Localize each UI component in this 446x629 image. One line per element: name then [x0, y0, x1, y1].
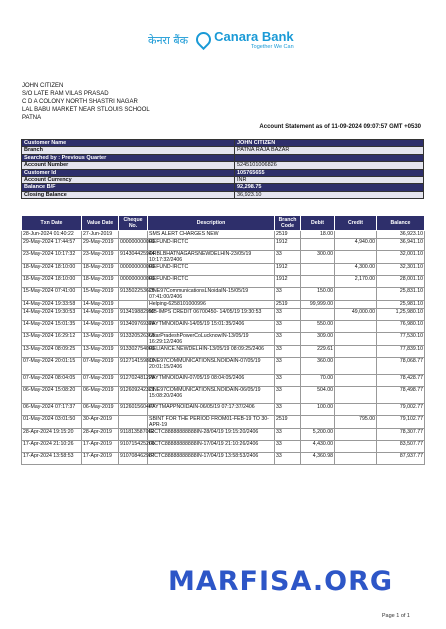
cell-description: PAYTMNOIDAIN-14/05/19 15:01:35/2406 [148, 321, 275, 333]
cell-branch-code: 2519 [275, 231, 301, 239]
cell-txn-date: 14-May-2024 15:01:35 [22, 321, 82, 333]
watermark-text: MARFISA.ORG [168, 566, 394, 597]
logo-bank-name: Canara Bank [214, 29, 294, 44]
canara-logo-icon [194, 32, 210, 48]
account-info-table [21, 139, 424, 199]
info-label: Branch [22, 147, 235, 154]
cell-balance: 87,937.77 [377, 453, 425, 465]
cell-credit [335, 453, 377, 465]
cell-txn-date: 23-May-2024 10:17:32 [22, 251, 82, 264]
table-row [22, 321, 425, 333]
table-row [22, 309, 425, 321]
cell-value-date: 15-May-2019 [82, 288, 119, 301]
cell-txn-date: 13-May-2024 16:29:12 [22, 333, 82, 346]
cell-txn-date: 17-Apr-2024 21:10:26 [22, 441, 82, 453]
info-value: PATNA RAJA BAZAR [235, 147, 424, 154]
cell-description: RELIANCE.NEWDELHIN-13/05/19 08:09:25/2406 [148, 346, 275, 358]
cell-description: SBINT FOR THE PERIOD FROM01-FEB-19 TO 30-APR-19 [148, 416, 275, 429]
cell-txn-date: 06-May-2024 15:08:20 [22, 387, 82, 404]
cell-description: UttarPradeshPowerCoLucknowIN-13/05/19 16:29:12/2406 [148, 333, 275, 346]
cell-txn-date: 13-May-2024 08:09:25 [22, 346, 82, 358]
cell-cheque-no: 912609242321 [119, 387, 148, 404]
cell-value-date: 29-May-2019 [82, 239, 119, 251]
col-credit: Credit [335, 216, 377, 231]
info-value: JOHN CITIZEN [235, 140, 424, 147]
cell-value-date: 23-May-2019 [82, 251, 119, 264]
cell-balance: 78,428.77 [377, 375, 425, 387]
cell-cheque-no: 912702481228 [119, 375, 148, 387]
logo-name-block [214, 30, 293, 51]
cell-value-date: 06-May-2019 [82, 404, 119, 416]
cell-description: ONE97CommunicationsLNoidaIN-15/05/19 07:41:00/2406 [148, 288, 275, 301]
cell-branch-code: 33 [275, 441, 301, 453]
table-row [22, 375, 425, 387]
info-row [22, 162, 424, 169]
col-cheque-no: Cheque No. [119, 216, 148, 231]
table-row [22, 333, 425, 346]
cell-credit [335, 288, 377, 301]
info-label: Closing Balance [22, 191, 235, 198]
cell-branch-code: 33 [275, 375, 301, 387]
cell-balance: 32,301.10 [377, 264, 425, 276]
cell-balance: 25,831.10 [377, 288, 425, 301]
cell-description: PAYTMNOIDAIN-07/05/19 08:04:05/2406 [148, 375, 275, 387]
table-row [22, 404, 425, 416]
transactions-body [22, 231, 425, 465]
cell-description: IRCTC88888888888IN-17/04/19 13:58:53/2406 [148, 453, 275, 465]
cell-balance: 78,498.77 [377, 387, 425, 404]
cell-cheque-no: 912601560467 [119, 404, 148, 416]
cell-value-date: 06-May-2019 [82, 387, 119, 404]
cell-branch-code: 33 [275, 288, 301, 301]
cell-txn-date: 07-May-2024 20:01:15 [22, 358, 82, 375]
table-row [22, 416, 425, 429]
table-row [22, 387, 425, 404]
cell-cheque-no: 000000000000 [119, 264, 148, 276]
cell-txn-date: 14-May-2024 19:33:58 [22, 301, 82, 309]
cell-credit [335, 375, 377, 387]
cell-credit: 795.00 [335, 416, 377, 429]
info-label: Account Currency [22, 177, 235, 184]
address-line: JOHN CITIZEN [22, 83, 64, 89]
cell-txn-date: 14-May-2024 19:30:53 [22, 309, 82, 321]
cell-description: ONE97COMMUNICATIONSLNOIDAIN-06/05/19 15:08:20/2406 [148, 387, 275, 404]
cell-description: REFUND-IRCTC [148, 276, 275, 288]
cell-branch-code: 33 [275, 453, 301, 465]
cell-balance: 32,001.10 [377, 251, 425, 264]
cell-description: ONE97COMMUNICATIONSLNOIDAIN-07/05/19 20:01:15/2406 [148, 358, 275, 375]
cell-value-date: 17-Apr-2019 [82, 453, 119, 465]
cell-value-date: 13-May-2019 [82, 333, 119, 346]
cell-balance: 36,941.10 [377, 239, 425, 251]
cell-credit [335, 346, 377, 358]
cell-credit [335, 321, 377, 333]
cell-branch-code: 33 [275, 404, 301, 416]
table-row [22, 231, 425, 239]
info-value: 92,298.75 [235, 184, 424, 191]
cell-debit: 360.00 [301, 358, 335, 375]
cell-txn-date: 18-May-2024 18:10:00 [22, 276, 82, 288]
table-row [22, 301, 425, 309]
info-label: Customer Id [22, 169, 235, 176]
cell-credit [335, 333, 377, 346]
cell-cheque-no: 911813587062 [119, 429, 148, 441]
table-row [22, 441, 425, 453]
col-debit: Debit [301, 216, 335, 231]
cell-credit [335, 404, 377, 416]
statement-title: Account Statement as of 11-09-2024 09:07:57 GMT +0530 [259, 124, 421, 130]
col-value-date: Value Date [82, 216, 119, 231]
info-row [22, 184, 424, 191]
cell-credit: 4,940.00 [335, 239, 377, 251]
cell-balance: 1,25,980.10 [377, 309, 425, 321]
cell-description: SMS ALERT CHARGES NEW [148, 231, 275, 239]
cell-debit [301, 309, 335, 321]
info-row [22, 169, 424, 176]
cell-debit [301, 276, 335, 288]
cell-branch-code: 33 [275, 429, 301, 441]
cell-branch-code: 33 [275, 251, 301, 264]
address-line: S/O LATE RAM VILAS PRASAD [22, 91, 109, 97]
table-row [22, 346, 425, 358]
cell-credit: 4,300.00 [335, 264, 377, 276]
cell-debit [301, 416, 335, 429]
cell-balance: 36,923.10 [377, 231, 425, 239]
table-row [22, 429, 425, 441]
table-row [22, 251, 425, 264]
col-balance: Balance [377, 216, 425, 231]
table-row [22, 264, 425, 276]
cell-branch-code: 33 [275, 346, 301, 358]
logo-hindi-text: केनरा बैंक [148, 33, 189, 47]
cell-description: DRBLBHATNAGARSNEWDELHIN-23/05/19 10:17:32/2406 [148, 251, 275, 264]
cell-balance: 25,981.10 [377, 301, 425, 309]
cell-description: Helping-6258101000996 [148, 301, 275, 309]
info-label: Customer Name [22, 140, 235, 147]
info-label: Account Number [22, 162, 235, 169]
cell-cheque-no: 912714159810 [119, 358, 148, 375]
cell-cheque-no: 913320526366 [119, 333, 148, 346]
cell-credit: 2,170.00 [335, 276, 377, 288]
cell-branch-code: 1912 [275, 276, 301, 288]
cell-cheque-no: 913502253625 [119, 288, 148, 301]
cell-credit [335, 387, 377, 404]
cell-value-date: 14-May-2019 [82, 301, 119, 309]
cell-credit [335, 358, 377, 375]
address-line: LAL BABU MARKET NEAR STLOUIS SCHOOL [22, 107, 150, 113]
cell-cheque-no: 913419882992 [119, 309, 148, 321]
cell-txn-date: 15-May-2024 07:41:00 [22, 288, 82, 301]
table-row [22, 288, 425, 301]
cell-value-date: 07-May-2019 [82, 358, 119, 375]
cell-debit: 300.00 [301, 251, 335, 264]
cell-credit [335, 251, 377, 264]
cell-branch-code: 33 [275, 387, 301, 404]
cell-debit: 229.61 [301, 346, 335, 358]
cell-txn-date: 06-May-2024 07:17:37 [22, 404, 82, 416]
info-value: 5245101006826 [235, 162, 424, 169]
cell-description: REFUND-IRCTC [148, 239, 275, 251]
info-row [22, 154, 424, 161]
cell-balance: 77,839.10 [377, 346, 425, 358]
cell-branch-code: 1912 [275, 239, 301, 251]
cell-cheque-no: 000000000000 [119, 239, 148, 251]
cell-debit: 550.00 [301, 321, 335, 333]
info-value [235, 154, 424, 161]
cell-cheque-no: 914304425944 [119, 251, 148, 264]
table-row [22, 276, 425, 288]
cell-cheque-no: 913409769316 [119, 321, 148, 333]
cell-balance: 83,507.77 [377, 441, 425, 453]
cell-debit [301, 239, 335, 251]
cell-branch-code: 33 [275, 321, 301, 333]
cell-value-date: 14-May-2019 [82, 309, 119, 321]
cell-value-date: 30-Apr-2019 [82, 416, 119, 429]
cell-branch-code: 33 [275, 309, 301, 321]
info-row [22, 177, 424, 184]
cell-credit [335, 441, 377, 453]
cell-cheque-no: 913302754000 [119, 346, 148, 358]
cell-debit: 100.00 [301, 404, 335, 416]
info-label: Searched by : Previous Quarter [22, 154, 235, 161]
cell-description: IRCTC88888888888IN-28/04/19 19:15:20/2406 [148, 429, 275, 441]
info-value: 36,923.10 [235, 191, 424, 198]
page-number: Page 1 of 1 [381, 613, 410, 619]
cell-txn-date: 28-Jun-2024 01:40:22 [22, 231, 82, 239]
cell-credit [335, 429, 377, 441]
cell-balance: 76,980.10 [377, 321, 425, 333]
cell-branch-code: 2519 [275, 416, 301, 429]
cell-txn-date: 01-May-2024 03:01:50 [22, 416, 82, 429]
cell-debit: 70.00 [301, 375, 335, 387]
cell-balance: 77,530.10 [377, 333, 425, 346]
cell-txn-date: 29-May-2024 17:44:57 [22, 239, 82, 251]
cell-debit: 18.00 [301, 231, 335, 239]
cell-cheque-no [119, 231, 148, 239]
canara-bank-logo [148, 30, 294, 51]
cell-debit: 5,200.00 [301, 429, 335, 441]
cell-debit [301, 264, 335, 276]
cell-credit [335, 231, 377, 239]
cell-value-date: 18-May-2019 [82, 264, 119, 276]
cell-cheque-no [119, 416, 148, 429]
cell-value-date: 13-May-2019 [82, 346, 119, 358]
address-line: C D A COLONY NORTH SHASTRI NAGAR [22, 99, 138, 105]
cell-branch-code: 1912 [275, 264, 301, 276]
cell-value-date: 27-Jun-2019 [82, 231, 119, 239]
cell-branch-code: 33 [275, 358, 301, 375]
col-description: Description [148, 216, 275, 231]
cell-branch-code: 33 [275, 333, 301, 346]
info-row [22, 140, 424, 147]
cell-description: PAYTMAPPNOIDAIN-06/05/19 07:17:37/2406 [148, 404, 275, 416]
cell-branch-code: 2519 [275, 301, 301, 309]
cell-txn-date: 18-May-2024 18:10:00 [22, 264, 82, 276]
cell-balance: 78,307.77 [377, 429, 425, 441]
cell-debit: 309.00 [301, 333, 335, 346]
cell-description: MB-IMPS CREDIT 06700450- 14/05/19 19:30:53 [148, 309, 275, 321]
cell-value-date: 07-May-2019 [82, 375, 119, 387]
cell-value-date: 14-May-2019 [82, 321, 119, 333]
cell-debit: 4,360.98 [301, 453, 335, 465]
cell-txn-date: 28-Apr-2024 19:15:20 [22, 429, 82, 441]
cell-balance: 79,002.77 [377, 404, 425, 416]
address-line: PATNA [22, 115, 42, 121]
cell-cheque-no: 910708462987 [119, 453, 148, 465]
cell-txn-date: 17-Apr-2024 13:58:53 [22, 453, 82, 465]
cell-balance: 28,001.10 [377, 276, 425, 288]
table-header-row [22, 216, 425, 231]
cell-balance: 79,102.77 [377, 416, 425, 429]
info-value: 105765655 [235, 169, 424, 176]
cell-debit: 504.00 [301, 387, 335, 404]
info-label: Balance B/F [22, 184, 235, 191]
table-row [22, 239, 425, 251]
info-row [22, 191, 424, 198]
col-branch-code: Branch Code [275, 216, 301, 231]
cell-cheque-no: 910715425205 [119, 441, 148, 453]
info-row [22, 147, 424, 154]
info-value: INR [235, 177, 424, 184]
cell-txn-date: 07-May-2024 08:04:05 [22, 375, 82, 387]
table-row [22, 453, 425, 465]
cell-debit: 150.00 [301, 288, 335, 301]
cell-description: REFUND-IRCTC [148, 264, 275, 276]
cell-credit: 49,000.00 [335, 309, 377, 321]
cell-description: IRCTC88888888888IN-17/04/19 21:10:26/2406 [148, 441, 275, 453]
cell-value-date: 28-Apr-2019 [82, 429, 119, 441]
cell-debit: 4,430.00 [301, 441, 335, 453]
table-row [22, 358, 425, 375]
cell-balance: 78,068.77 [377, 358, 425, 375]
col-txn-date: Txn Date [22, 216, 82, 231]
cell-cheque-no: 000000000000 [119, 276, 148, 288]
cell-cheque-no [119, 301, 148, 309]
transactions-table [21, 215, 425, 465]
logo-tagline: Together We Can [250, 44, 294, 50]
cell-value-date: 18-May-2019 [82, 276, 119, 288]
cell-value-date: 17-Apr-2019 [82, 441, 119, 453]
cell-credit [335, 301, 377, 309]
cell-debit: 99,999.00 [301, 301, 335, 309]
customer-address [22, 82, 150, 122]
